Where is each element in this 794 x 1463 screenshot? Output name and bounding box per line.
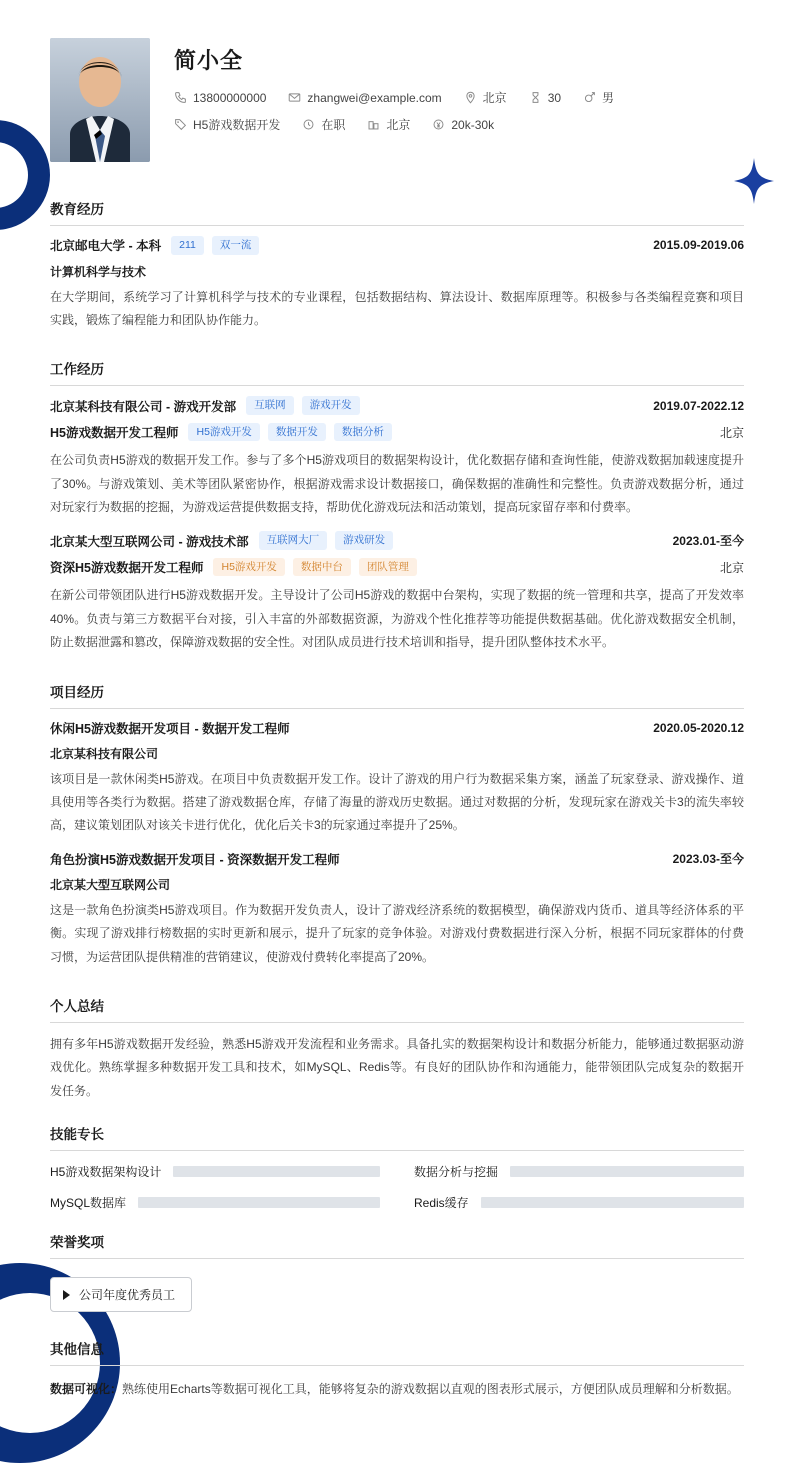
- other-item: [50, 1378, 744, 1401]
- project-date: 2023.03-至今: [672, 852, 744, 867]
- education-tag: 双一流: [212, 236, 260, 255]
- contact-row: [174, 89, 744, 106]
- skill-label: MySQL数据库: [50, 1196, 127, 1211]
- project-entry: [50, 719, 744, 838]
- section-project: [50, 667, 744, 969]
- age-icon: [529, 91, 542, 104]
- contact-phone: [174, 91, 266, 105]
- contact-email: [288, 91, 441, 105]
- project-entry: [50, 850, 744, 969]
- skill-label: 数据分析与挖掘: [414, 1165, 499, 1180]
- work-company: 北京某大型互联网公司 - 游戏技术部: [50, 534, 249, 549]
- section-title-project: 项目经历: [50, 667, 744, 709]
- job-status-text: 在职: [321, 118, 346, 132]
- job-city-item: [367, 116, 410, 133]
- work-role-row: [50, 423, 744, 442]
- project-company: 北京某科技有限公司: [50, 746, 159, 761]
- city-icon: [367, 118, 380, 131]
- job-row: [174, 116, 744, 133]
- project-title: 休闲H5游戏数据开发项目 - 数据开发工程师: [50, 721, 290, 736]
- work-role-tag: 团队管理: [359, 558, 417, 577]
- contact-gender: [583, 89, 614, 106]
- work-date: 2023.01-至今: [672, 534, 744, 549]
- contact-location-text: 北京: [482, 91, 507, 105]
- work-role: H5游戏数据开发工程师: [50, 426, 179, 441]
- location-icon: [464, 91, 477, 104]
- job-salary-text: 20k-30k: [451, 117, 495, 132]
- contact-gender-text: 男: [602, 91, 615, 105]
- job-title-item: [174, 116, 280, 133]
- contact-age-text: 30: [547, 90, 562, 105]
- section-work: [50, 344, 744, 654]
- contact-email-text: zhangwei@example.com: [307, 90, 442, 105]
- work-desc: 在新公司带领团队进行H5游戏数据开发。主导设计了公司H5游戏的数据中台架构，实现了数据的统一管理和共享，提高了开发效率40%。负责与第三方数据平台对接，引入丰富的外部数据资源，为游戏个性化推荐等功能提供数据基础。优化游戏数据安全机制，防止数据泄露和篡改，保障游戏数据的安全性。对团队成员进行技术培训和指导，提升团队整体技术水平。: [50, 588, 744, 650]
- section-other: [50, 1324, 744, 1401]
- gender-icon: [583, 91, 596, 104]
- education-entry: [50, 236, 744, 332]
- work-entry-head: [50, 396, 744, 415]
- play-triangle-icon: [63, 1290, 70, 1300]
- skill-progress-bar: [510, 1166, 744, 1177]
- work-desc: 在公司负责H5游戏的数据开发工作。参与了多个H5游戏项目的数据架构设计，优化数据存储和查询性能，使游戏数据加载速度提升了30%。与游戏策划、美术等团队紧密协作，根据游戏需求设计数据接口，确保数据的准确性和完整性。负责游戏数据分析，通过对玩家行为数据的挖掘，为游戏运营提供数据支持，帮助优化游戏玩法和活动策划，提高玩家留存率和付费率。: [50, 453, 744, 515]
- job-title-text: H5游戏数据开发: [193, 118, 281, 132]
- contact-location: [464, 89, 507, 106]
- profile-header: [50, 0, 744, 178]
- section-title-education: 教育经历: [50, 184, 744, 226]
- work-role-tag: H5游戏开发: [188, 423, 259, 442]
- job-city-text: 北京: [386, 118, 411, 132]
- skill-progress-bar: [138, 1197, 380, 1208]
- other-label: 数据可视化：: [50, 1382, 123, 1397]
- project-desc: 该项目是一款休闲类H5游戏。在项目中负责数据开发工作。设计了游戏的用户行为数据采集方案，涵盖了玩家登录、游戏操作、道具使用等各类行为数据。搭建了游戏数据仓库，存储了海量的游戏历史数据。通过对数据的分析，发现玩家在游戏关卡3的流失率较高，建议策划团队对该关卡进行优化，优化后关卡3的玩家通过率提升了25%。: [50, 771, 744, 833]
- education-major: 计算机科学与技术: [50, 264, 147, 279]
- work-location: 北京: [719, 560, 744, 575]
- work-tag: 互联网大厂: [259, 531, 328, 550]
- education-date: 2015.09-2019.06: [653, 238, 744, 253]
- section-title-other: 其他信息: [50, 1324, 744, 1366]
- section-education: [50, 184, 744, 332]
- skill-progress-bar: [481, 1197, 744, 1208]
- education-desc: 在大学期间，系统学习了计算机科学与技术的专业课程，包括数据结构、算法设计、数据库原理等。积极参与各类编程竞赛和项目实践，锻炼了编程能力和团队协作能力。: [50, 289, 744, 327]
- section-title-work: 工作经历: [50, 344, 744, 386]
- project-entry-head: [50, 850, 744, 868]
- honor-label: 公司年度优秀员工: [79, 1288, 176, 1303]
- salary-icon: [432, 118, 445, 131]
- summary-text: 拥有多年H5游戏数据开发经验，熟悉H5游戏开发流程和业务需求。具备扎实的数据架构设计和数据分析能力，能够通过数据驱动游戏优化。熟练掌握多种数据开发工具和技术，如MySQL、Redis等。有良好的团队协作和沟通能力，能带领团队完成复杂的数据开发任务。: [50, 1036, 744, 1098]
- work-tag: 互联网: [246, 396, 294, 415]
- project-company: 北京某大型互联网公司: [50, 877, 171, 892]
- skill-label: H5游戏数据架构设计: [50, 1165, 162, 1180]
- work-role-tag: 数据开发: [268, 423, 326, 442]
- profile-name: 简小全: [174, 48, 244, 73]
- section-title-summary: 个人总结: [50, 981, 744, 1023]
- work-date: 2019.07-2022.12: [653, 398, 744, 413]
- work-entry: [50, 396, 744, 519]
- status-icon: [302, 118, 315, 131]
- work-entry: [50, 531, 744, 654]
- phone-icon: [174, 91, 187, 104]
- work-role-row: [50, 558, 744, 577]
- work-location: 北京: [719, 425, 744, 440]
- section-title-skills: 技能专长: [50, 1109, 744, 1151]
- skill-item: [50, 1194, 380, 1211]
- section-skills: [50, 1109, 744, 1211]
- tag-icon: [174, 118, 187, 131]
- work-role: 资深H5游戏数据开发工程师: [50, 561, 204, 576]
- work-tag: 游戏研发: [335, 531, 393, 550]
- contact-phone-text: 13800000000: [193, 90, 267, 105]
- skill-item: [414, 1163, 744, 1180]
- section-title-honors: 荣誉奖项: [50, 1217, 744, 1259]
- work-role-tag: 数据分析: [334, 423, 392, 442]
- education-tag: 211: [171, 236, 204, 255]
- education-school: 北京邮电大学 - 本科: [50, 239, 162, 254]
- skill-progress-bar: [173, 1166, 380, 1177]
- skill-item: [50, 1163, 380, 1180]
- avatar: [50, 38, 150, 162]
- job-status-item: [302, 116, 345, 133]
- project-date: 2020.05-2020.12: [653, 720, 744, 735]
- profile-info: [150, 38, 744, 143]
- project-desc: 这是一款角色扮演类H5游戏项目。作为数据开发负责人，设计了游戏经济系统的数据模型，确保游戏内货币、道具等经济体系的平衡。实现了游戏排行榜数据的实时更新和展示，提升了玩家的竞争体验。对游戏付费数据进行深入分析，根据不同玩家群体的付费习惯，为运营团队提供精准的营销建议，使游戏付费转化率提高了20%。: [50, 902, 744, 964]
- other-text: 熟练使用Echarts等数据可视化工具，能够将复杂的游戏数据以直观的图表形式展示，方便团队成员理解和分析数据。: [122, 1382, 739, 1397]
- section-summary: [50, 981, 744, 1103]
- work-company: 北京某科技有限公司 - 游戏开发部: [50, 399, 237, 414]
- skill-item: [414, 1194, 744, 1211]
- mail-icon: [288, 91, 301, 104]
- project-entry-head: [50, 719, 744, 737]
- work-entry-head: [50, 531, 744, 550]
- job-salary-item: [432, 118, 494, 132]
- skills-grid: [50, 1163, 744, 1211]
- contact-age: [529, 91, 561, 105]
- skill-label: Redis缓存: [414, 1196, 469, 1211]
- work-role-tag: H5游戏开发: [213, 558, 284, 577]
- work-tag: 游戏开发: [302, 396, 360, 415]
- section-honors: [50, 1217, 744, 1318]
- honor-item[interactable]: [50, 1277, 192, 1312]
- education-entry-head: [50, 236, 744, 255]
- work-role-tag: 数据中台: [293, 558, 351, 577]
- project-title: 角色扮演H5游戏数据开发项目 - 资深数据开发工程师: [50, 852, 340, 867]
